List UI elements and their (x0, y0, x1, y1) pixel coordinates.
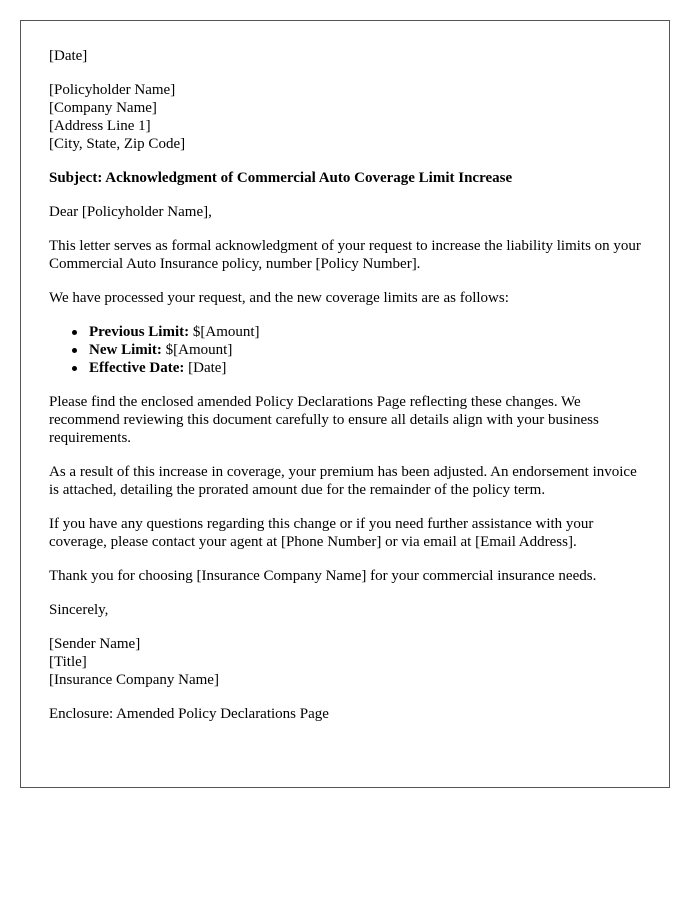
list-item (89, 341, 649, 359)
closing: Sincerely, (49, 602, 109, 618)
coverage-details-list (49, 323, 649, 377)
salutation: Dear [Policyholder Name], (49, 204, 212, 220)
recipient-address-line-1: [Address Line 1] (49, 118, 151, 134)
paragraph-questions: If you have any questions regarding this change or if you need further assistance with your coverage, please contact your agent at [Phone Number] or via email at [Email Address]. (49, 516, 594, 550)
detail-label: Previous Limit: (89, 324, 190, 340)
bullet-icon (72, 330, 77, 335)
list-item (89, 359, 649, 377)
detail-value: $[Amount] (189, 324, 260, 340)
sender-company: [Insurance Company Name] (49, 672, 219, 688)
paragraph-thanks: Thank you for choosing [Insurance Company Name] for your commercial insurance needs. (49, 568, 597, 584)
letter (20, 20, 670, 788)
detail-value: $[Amount] (161, 342, 233, 358)
detail-label: Effective Date: (89, 360, 185, 376)
recipient-city-state-zip: [City, State, Zip Code] (49, 136, 186, 152)
letter-date: [Date] (49, 48, 88, 64)
paragraph-intro: This letter serves as formal acknowledgment of your request to increase the liability limits on your Commercial Auto Insurance policy, number [Policy Number]. (49, 238, 641, 272)
bullet-icon (72, 348, 77, 353)
letter-subject: Subject: Acknowledgment of Commercial Auto Coverage Limit Increase (49, 170, 513, 186)
recipient-name: [Policyholder Name] (49, 82, 176, 98)
paragraph-enclosed: Please find the enclosed amended Policy Declarations Page reflecting these changes. We recommend reviewing this document carefully to ensure all details align with your business requirements. (49, 394, 599, 446)
bullet-icon (72, 366, 77, 371)
enclosure-note: Enclosure: Amended Policy Declarations Page (49, 706, 329, 722)
sender-title: [Title] (49, 654, 87, 670)
recipient-address (49, 81, 649, 153)
list-item (89, 323, 649, 341)
recipient-company: [Company Name] (49, 100, 157, 116)
detail-label: New Limit: (89, 342, 162, 358)
paragraph-premium: As a result of this increase in coverage, your premium has been adjusted. An endorsement invoice is attached, detailing the prorated amount due for the remainder of the policy term. (49, 464, 637, 498)
detail-value: [Date] (184, 360, 227, 376)
signature-block (49, 635, 649, 689)
paragraph-processed: We have processed your request, and the new coverage limits are as follows: (49, 290, 509, 306)
sender-name: [Sender Name] (49, 636, 141, 652)
